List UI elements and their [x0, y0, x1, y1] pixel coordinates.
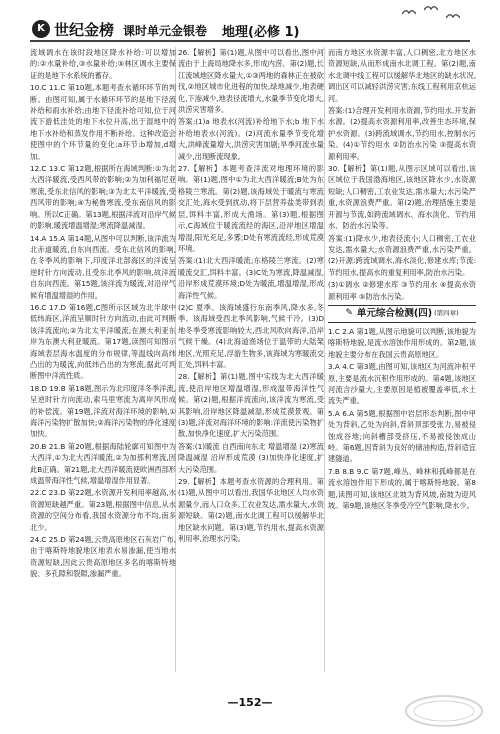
- answer-column-2: [178, 47, 324, 545]
- series-title: 课时单元金银卷: [123, 24, 208, 38]
- answer-paragraph: 18.D 19.B 第18题,图示为北印度洋冬季洋流,呈逆时针方向流动,索马里寒流为离岸风形成的补偿流。第19题,洋流对海洋环境的影响,①海洋污染物扩散加快;②海洋污染物的净化速度加快。: [30, 383, 176, 439]
- answer-paragraph: 答案:(1)降水少,地表径流小;人口稠密,工农业发达,需水量大;水资源浪费严重,水污染严重。(2)开源:跨流域调水,海水淡化,修建水库;节流:节约用水,提高水的重复利用率,防治水污染。: [328, 233, 476, 277]
- logo-text: 世纪金榜: [54, 20, 115, 39]
- header-divider: [30, 40, 470, 42]
- answer-column-1: [30, 47, 176, 581]
- answer-paragraph: 1.C 2.A 第1题,从图示地貌可以判断,该地貌为喀斯特地貌,是流水溶蚀作用形成的。第2题,该地貌主要分布在我国云贵高原地区。: [328, 326, 476, 359]
- page-header: [0, 0, 500, 40]
- bird-icon: [424, 4, 438, 12]
- answer-paragraph: 答案:(1)合理开发利用水资源,节约用水,开发新水源。(2)提高水资源利用率,改善生态环境,保护水资源。(3)跨流域调水,节约用水,控制水污染。(4)①节约用水 ②防治水污染 ③提高水资源利用率。: [328, 106, 476, 161]
- answer-paragraph: 26.【解析】第(1)题,从图中可以看出,图中河流由于上海局地降水多,形成内涝。第(2)题,长江流域地区降水量大,①③两地的森林正在被砍伐,②地区城市化进程的加快,绿地减少,地表硬化,下渗减少,地表径流增大,水量季节变化增大,洪涝灾害增多。: [178, 48, 324, 115]
- answer-paragraph: 22.C 23.D 第22题,水资源开发利用率越高,水资源短缺越严重。第23题,根据图中信息,从水资源的空间分布看,我国水资源分布不均,南多北少。: [30, 488, 176, 532]
- column-divider: [324, 47, 325, 672]
- answer-paragraph: 30.【解析】第(1)题,从图示区域可以看出,该区域位于我国渤海地区,该地区降水少,水资源短缺;人口稠密,工农业发达,需水量大;水污染严重,水资源浪费严重。第(2)题,治理措施主要是开源与节流,如跨流域调水、海水淡化、节约用水、防治水污染等。: [328, 164, 476, 231]
- answer-paragraph: 28.【解析】第(1)题,图中实线为北大西洋暖流,使沿岸地区增温增湿,形成温带海洋性气候。第(2)题,根据洋流流向,该洋流为寒流,受其影响,沿岸地区降温减湿,形成荒漠景观。第(3)题,洋流对海洋环境的影响:洋流使污染物扩散,加快净化速度,扩大污染范围。: [178, 372, 324, 439]
- answer-paragraph: (2)C 夏季、该海域盛行东南季风,降水多,冬季、该海域受西北季风影响,气候干冷。(3)D 地冬季受寒流影响较大,西北风吹向海洋,沿岸气候干燥。(4)北海道渔场位于温带的大陆架地区,光照充足,浮游生物多,该海域为寒暖流交汇处,饵料丰富。: [178, 302, 324, 369]
- answer-paragraph: 3.A 4.C 第3题,由图可知,该地区为河流冲积平原,主要是流水沉积作用形成的。第4题,该地区河流含沙量大,主要原因是植被覆盖率低,水土流失严重。: [328, 362, 476, 406]
- answer-paragraph: 答案:(1)暖流 自西南向东北 增温增湿 (2)寒流 降温减湿 沿岸形成荒漠 (3)加快净化速度,扩大污染范围。: [178, 441, 324, 474]
- answer-paragraph: 29.【解析】本题考查水资源的合理利用。第(1)题,从图中可以看出,我国华北地区人均水资源量少,而人口众多,工农业发达,需水量大,水资源短缺。第(2)题,南水北调工程可以缓解华北地区缺水问题。第(3)题,节约用水,提高水资源利用率,治理水污染。: [178, 477, 324, 544]
- answer-paragraph: 答案:(1)北大西洋暖流;东格陵兰寒流。(2)寒暖流交汇,饵料丰富。(3)C处为寒流,降温减湿,沿岸形成荒漠环境;D处为暖流,增温增湿,形成海洋性气候。: [178, 256, 324, 300]
- answer-column-3: [328, 47, 476, 512]
- brand-logo: [32, 20, 114, 38]
- answer-paragraph: 5.A 6.A 第5题,根据图中岩层形态判断,图中甲处为背斜,乙处为向斜,背斜顶部受张力,易被侵蚀成谷地;向斜槽部受挤压,不易被侵蚀成山岭。第6题,因背斜为良好的储油构造,背斜适宜建隧道。: [328, 408, 476, 464]
- section-chapter-tag: (第四章): [434, 309, 459, 318]
- answer-paragraph: 27.【解析】本题考查洋流对地理环境的影响。第(1)题,图中①为北大西洋暖流;B处为东格陵兰寒流。第(2)题,该海域处于暖流与寒流交汇处,海水受到扰动,将下层营养盐类带到表层,饵料丰富,形成大渔场。第(3)题,根据图示,C海域位于暖流流经的海区,沿岸地区增温增湿,阳光充足,多雾;D处有寒流流经,形成荒漠环境。: [178, 164, 324, 253]
- answer-paragraph: 20.B 21.B 第20题,根据海陆轮廓可知图中为大西洋,①为北大西洋暖流,②为加那利寒流,因此B正确。第21题,北大西洋暖流使欧洲西部形成温带海洋性气候,增温增湿作用显著。: [30, 441, 176, 486]
- answer-paragraph: 7.B 8.B 9.C 第7题,峰丛、峰林和孤峰都是在流水溶蚀作用下形成的,属于喀斯特地貌。第8题,读图可知,该地区北坡为背风坡,南坡为迎风坡。第9题,该地区冬季受冷空气影响,降水少。: [328, 466, 476, 511]
- bird-icon: [446, 12, 460, 20]
- logo-badge-icon: K: [32, 20, 50, 38]
- section-heading: [328, 305, 476, 323]
- answer-paragraph: 而南方地区水资源丰富,人口稠密,北方地区水资源短缺,从而形成南水北调工程。第(2)题,南水北调中线工程可以缓解华北地区的缺水状况,调出区可以减轻洪涝灾害;东线工程利用京杭运河。: [328, 48, 476, 103]
- pen-icon: ✎: [345, 308, 353, 319]
- bird-icon: [402, 8, 416, 16]
- answer-paragraph: 答案:(1)a 地表水(河流)补给地下水;b 地下水补给地表水(河流)。(2)河流水量季节变化增大,洪峰流量增大,洪涝灾害加剧;旱季河流水量减少,出现断流现象。: [178, 117, 324, 161]
- watermark-stamp-icon: [404, 694, 484, 728]
- answer-paragraph: 14.A 15.A 第14题,从图中可以判断,该洋流为北赤道暖流,自东向西流。受东北信风的影响,在冬季风的影响下,印度洋北部海区的洋流呈逆时针方向流动,且受东北季风的影响,故洋流自东向西流。第15题,该洋流为暖流,对沿岸气候有增温增湿的作用。: [30, 233, 176, 300]
- page-number: —152—: [227, 696, 273, 709]
- section-title-text: 单元综合检测(四): [356, 308, 433, 320]
- answer-paragraph: 24.C 25.D 第24题,云贵高原地区石灰岩广布,由于喀斯特地貌地区地表水易渗漏,使当地水资源短缺,因此云贵高原地区多名的喀斯特地貌、多孔隙和裂隙,渗漏严重。: [30, 535, 176, 579]
- answer-paragraph: 16.C 17.D 第16题,C图所示区域为北半球中低纬海区,洋流呈顺时针方向流动,由此可判断该洋流流向;②为北太平洋暖流;在澳大利亚东岸为东澳大利亚暖流。第17题,读图可知图示海域表层海水温度的分布规律,等温线向高纬凸出的为暖流,向低纬凸出的为寒流,据此可判断图中洋流性质。: [30, 302, 176, 381]
- answer-paragraph: 12.C 13.C 第12题,根据所在海域判断:①为北大西洋暖流,受西风带的影响;②为加利福尼亚寒流,受东北信风的影响;③为北太平洋暖流,受西风带的影响;④为秘鲁寒流,受东南信风的影响。所以C正确。第13题,根据洋流对沿岸气候的影响,暖流增温增湿;寒流降温减湿。: [30, 164, 176, 231]
- answer-paragraph: 10.C 11.C 第10题,本题考查水循环环节的判断。由图可知,属于水循环环节的是地下径流补给和雨水补给;由地下径流补给可知,位于河流下游低洼处的地下水位升高,出于湿地中的地下水补给和蒸发作用不断补给。这种改造会使图中的个环节量的变化:a环节:b增加,d增加。: [30, 83, 176, 161]
- subject-title: 地理(必修 1): [222, 25, 300, 40]
- answer-paragraph: 流域调水在该时段地区降水补给:可以增加的:②水量补给,③水量补给;⑤林区调水主要保证的是地下水系统的蓄存。: [30, 48, 176, 80]
- answer-paragraph: (3)①调水 ②修建水库 ③节约用水 ④提高水资源利用率 ⑤防治水污染。: [328, 280, 476, 301]
